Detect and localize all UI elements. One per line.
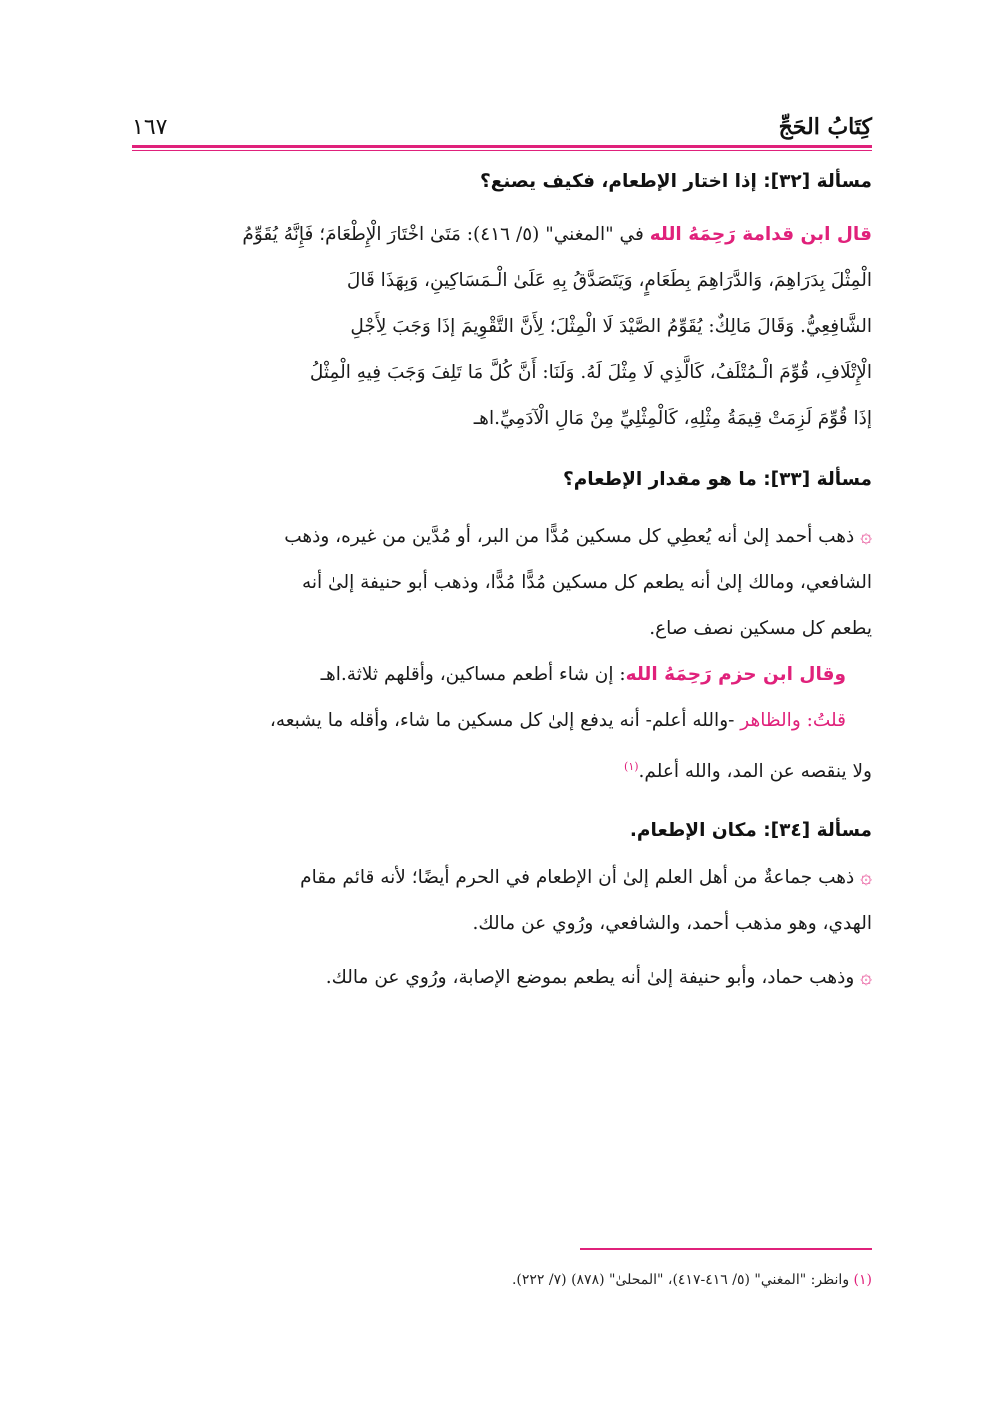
footnote-number: (١) <box>853 1272 872 1288</box>
quote-line-5: إذَا قُوِّمَ لَزِمَتْ قِيمَةُ مِثْلِهِ، كَالْمِثْلِيِّ مِنْ مَالِ الْآدَمِيِّ.اهـ <box>473 408 872 429</box>
s33-para1-line-2: الشافعي، ومالك إلىٰ أنه يطعم كل مسكين مُدًّا مُدًّا، وذهب أبو حنيفة إلىٰ أنه <box>301 572 872 593</box>
footnote-rule <box>580 1248 872 1250</box>
s33-para2 <box>132 652 872 698</box>
section-34-body <box>132 853 872 1001</box>
section-heading-34: مسألة [٣٤]: مكان الإطعام. <box>629 820 872 842</box>
ibn-hazm-label: وقال ابن حزم رَحِمَهُ الله <box>625 664 846 685</box>
page-content <box>132 160 872 1001</box>
page-number: ١٦٧ <box>132 115 168 140</box>
quote-line-4: الْإِتْلَافِ، قُوِّمَ الْـمُتْلَفُ، كَالَّذِي لَا مِثْلَ لَهُ. وَلَنَا: أَنَّ كُلَّ مَا تَلِفَ وَجَبَ فِيهِ الْمِثْلُ <box>309 362 872 383</box>
quote-line-1 <box>132 212 872 258</box>
footnote-ref[interactable]: (١) <box>624 760 639 773</box>
s33-para3-line-1: قلتُ: والظاهر -والله أعلم- أنه يدفع إلىٰ كل مسكين ما شاء، وأقله ما يشبعه، <box>269 710 846 731</box>
s33-para1-line-3: يطعم كل مسكين نصف صاع. <box>649 618 872 639</box>
s34-para2: ۞وذهب حماد، وأبو حنيفة إلىٰ أنه يطعم بموضع الإصابة، ورُوي عن مالك. <box>325 964 872 989</box>
flower-ornament-icon: ۞ <box>860 523 872 547</box>
s34-para1-line-2: الهدي، وهو مذهب أحمد، والشافعي، ورُوي عن مالك. <box>472 913 872 935</box>
flower-ornament-icon: ۞ <box>860 964 872 989</box>
header-rule-thick <box>132 145 872 148</box>
s33-para1-line-1: ۞ذهب أحمد إلىٰ أنه يُعطِي كل مسكين مُدًّا من البر، أو مُدَّين من غيره، وذهب <box>284 523 872 547</box>
page-header <box>132 100 872 140</box>
section-heading-32: مسألة [٣٢]: إذا اختار الإطعام، فكيف يصنع؟ <box>479 171 872 192</box>
footnote-text: وانظر: "المغني" (٥/ ٤١٦-٤١٧)، "المحلىٰ" (٨٧٨) (٧/ ٢٢٢). <box>511 1272 854 1288</box>
section-33-body <box>132 512 872 795</box>
ibn-hazm-text: : إن شاء أطعم مساكين، وأقلهم ثلاثة.اهـ <box>320 664 626 685</box>
flower-ornament-icon: ۞ <box>860 864 872 889</box>
quote-text-1: في "المغني" (٥/ ٤١٦): مَتَىٰ اخْتَارَ الْإِطْعَامَ؛ فَإِنَّهُ يُقَوِّمُ <box>242 224 644 245</box>
book-title: كِتَابُ الحَجِّ <box>778 114 872 140</box>
header-rule-thin <box>132 150 872 151</box>
section-heading-33: مسألة [٣٣]: ما هو مقدار الإطعام؟ <box>562 469 872 490</box>
footnote <box>132 1272 872 1288</box>
quote-author-label: قال ابن قدامة رَحِمَهُ الله <box>649 224 872 245</box>
quote-line-2: الْمِثْلَ بِدَرَاهِمَ، وَالدَّرَاهِمَ بِطَعَامٍ، وَيَتَصَدَّقُ بِهِ عَلَىٰ الْـمَسَاكِينِ، وَبِهَذَا قَالَ <box>346 270 872 291</box>
quote-line-3: الشَّافِعِيُّ. وَقَالَ مَالِكٌ: يُقَوِّمُ الصَّيْدَ لَا الْمِثْلَ؛ لِأَنَّ التَّقْوِيمَ إذَا وَجَبَ لِأَجْلِ <box>350 316 872 337</box>
s33-para3-line-2: ولا ينقصه عن المد، والله أعلم.$^{(١)}$ <box>624 760 872 783</box>
author-opinion-label: قلتُ: والظاهر <box>740 710 846 731</box>
s34-para1-line-1: ۞ذهب جماعةٌ من أهل العلم إلىٰ أن الإطعام في الحرم أيضًا؛ لأنه قائم مقام <box>300 864 872 889</box>
section-32-body <box>132 212 872 442</box>
